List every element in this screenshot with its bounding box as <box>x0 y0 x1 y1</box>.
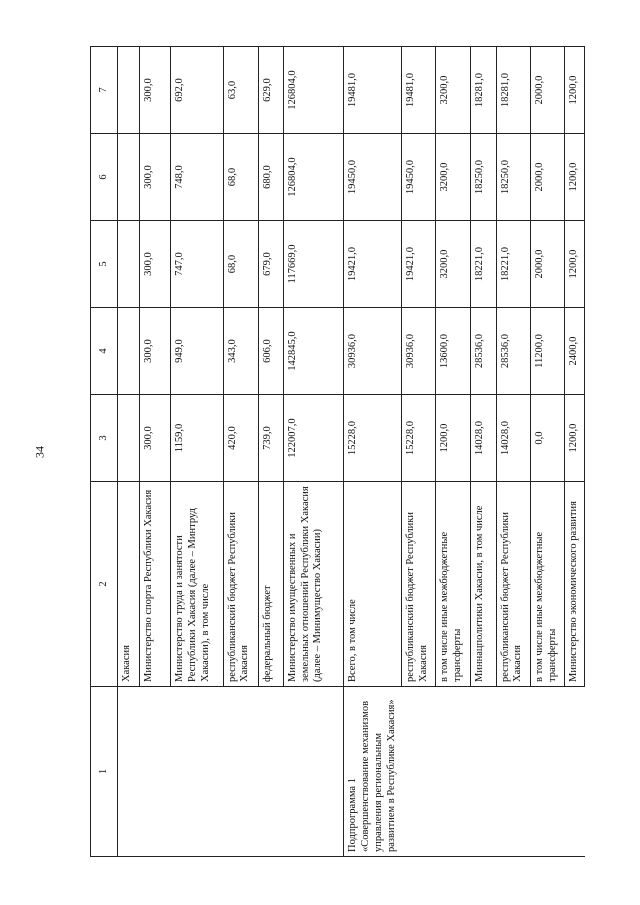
value-cell: 19421,0 <box>402 221 436 308</box>
value-cell: 1200,0 <box>564 221 584 308</box>
value-cell: 420,0 <box>223 395 258 482</box>
value-cell: 300,0 <box>140 308 171 395</box>
col-header-7: 7 <box>91 47 118 134</box>
value-cell: 0,0 <box>530 395 564 482</box>
value-cell: 629,0 <box>258 47 283 134</box>
program-cell <box>171 687 223 857</box>
program-cell: Подпрограмма 1 «Совершенствование механизмов управления региональным развитием в Республике Хакасия» <box>344 687 402 857</box>
value-cell: 300,0 <box>140 47 171 134</box>
table-row <box>470 47 496 857</box>
value-cell: 3200,0 <box>436 47 470 134</box>
budget-table <box>90 46 585 857</box>
value-cell: 19450,0 <box>402 134 436 221</box>
value-cell: 13600,0 <box>436 308 470 395</box>
value-cell: 18281,0 <box>496 47 530 134</box>
table-row <box>496 47 530 857</box>
value-cell: 1200,0 <box>564 134 584 221</box>
value-cell: 1159,0 <box>171 395 223 482</box>
col-header-1: 1 <box>91 687 118 857</box>
value-cell: 18250,0 <box>496 134 530 221</box>
value-cell: 28536,0 <box>496 308 530 395</box>
value-cell: 19481,0 <box>402 47 436 134</box>
row-label: Министерство экономического развития <box>564 482 584 687</box>
program-cell <box>140 687 171 857</box>
value-cell: 11200,0 <box>530 308 564 395</box>
value-cell: 122007,0 <box>283 395 343 482</box>
value-cell: 14028,0 <box>496 395 530 482</box>
value-cell <box>118 395 140 482</box>
value-cell: 2400,0 <box>564 308 584 395</box>
row-label: Всего, в том числе <box>344 482 402 687</box>
row-label: республиканский бюджет Республики Хакасия <box>223 482 258 687</box>
value-cell: 30936,0 <box>402 308 436 395</box>
value-cell: 1200,0 <box>436 395 470 482</box>
value-cell: 18221,0 <box>496 221 530 308</box>
value-cell <box>118 134 140 221</box>
value-cell: 343,0 <box>223 308 258 395</box>
value-cell: 18221,0 <box>470 221 496 308</box>
table-row <box>283 47 343 857</box>
value-cell: 949,0 <box>171 308 223 395</box>
table-row <box>344 47 402 857</box>
row-label: Хакасия <box>118 482 140 687</box>
value-cell: 739,0 <box>258 395 283 482</box>
table-row <box>118 47 140 857</box>
value-cell: 117669,0 <box>283 221 343 308</box>
value-cell: 1200,0 <box>564 47 584 134</box>
row-label: Министерство труда и занятости Республики Хакасия (далее – Минтруд Хакасии), в том числе <box>171 482 223 687</box>
header-row <box>91 47 118 857</box>
table-row <box>436 47 470 857</box>
value-cell: 2000,0 <box>530 221 564 308</box>
value-cell: 68,0 <box>223 221 258 308</box>
value-cell <box>118 308 140 395</box>
value-cell: 2000,0 <box>530 134 564 221</box>
value-cell: 606,0 <box>258 308 283 395</box>
row-label: республиканский бюджет Республики Хакасия <box>402 482 436 687</box>
value-cell: 300,0 <box>140 221 171 308</box>
row-label: Миннацполитики Хакасии, в том числе <box>470 482 496 687</box>
program-cell <box>564 687 584 857</box>
row-label: в том числе иные межбюджетные трансферты <box>530 482 564 687</box>
table-body <box>118 47 585 857</box>
row-label: республиканский бюджет Республики Хакасия <box>496 482 530 687</box>
value-cell: 19450,0 <box>344 134 402 221</box>
value-cell: 126804,0 <box>283 47 343 134</box>
value-cell: 126804,0 <box>283 134 343 221</box>
program-cell <box>258 687 283 857</box>
table-row <box>171 47 223 857</box>
value-cell: 1200,0 <box>564 395 584 482</box>
value-cell: 3200,0 <box>436 134 470 221</box>
value-cell: 300,0 <box>140 134 171 221</box>
row-label: Министерство имущественных и земельных отношений Республики Хакасия (далее – Минимущество Хакасии) <box>283 482 343 687</box>
table-row <box>530 47 564 857</box>
value-cell: 748,0 <box>171 134 223 221</box>
value-cell: 15228,0 <box>402 395 436 482</box>
row-label: Министерство спорта Республики Хакасия <box>140 482 171 687</box>
value-cell: 3200,0 <box>436 221 470 308</box>
program-cell <box>402 687 436 857</box>
table-row <box>402 47 436 857</box>
value-cell: 30936,0 <box>344 308 402 395</box>
value-cell: 679,0 <box>258 221 283 308</box>
program-cell <box>530 687 564 857</box>
col-header-2: 2 <box>91 482 118 687</box>
value-cell: 142845,0 <box>283 308 343 395</box>
col-header-3: 3 <box>91 395 118 482</box>
col-header-5: 5 <box>91 221 118 308</box>
value-cell: 63,0 <box>223 47 258 134</box>
value-cell: 300,0 <box>140 395 171 482</box>
value-cell: 680,0 <box>258 134 283 221</box>
col-header-4: 4 <box>91 308 118 395</box>
value-cell: 18281,0 <box>470 47 496 134</box>
program-cell <box>283 687 343 857</box>
col-header-6: 6 <box>91 134 118 221</box>
table-row <box>140 47 171 857</box>
value-cell <box>118 221 140 308</box>
value-cell: 19481,0 <box>344 47 402 134</box>
value-cell: 18250,0 <box>470 134 496 221</box>
value-cell: 747,0 <box>171 221 223 308</box>
program-cell <box>223 687 258 857</box>
value-cell: 15228,0 <box>344 395 402 482</box>
value-cell: 2000,0 <box>530 47 564 134</box>
program-cell <box>118 687 140 857</box>
table-row <box>258 47 283 857</box>
program-cell <box>496 687 530 857</box>
program-cell <box>436 687 470 857</box>
rotated-table-container <box>90 47 585 857</box>
table-row <box>564 47 584 857</box>
program-cell <box>470 687 496 857</box>
table-row <box>223 47 258 857</box>
row-label: в том числе иные межбюджетные трансферты <box>436 482 470 687</box>
value-cell: 14028,0 <box>470 395 496 482</box>
value-cell: 692,0 <box>171 47 223 134</box>
value-cell: 68,0 <box>223 134 258 221</box>
row-label: федеральный бюджет <box>258 482 283 687</box>
value-cell <box>118 47 140 134</box>
page-number: 34 <box>32 446 47 458</box>
value-cell: 28536,0 <box>470 308 496 395</box>
value-cell: 19421,0 <box>344 221 402 308</box>
